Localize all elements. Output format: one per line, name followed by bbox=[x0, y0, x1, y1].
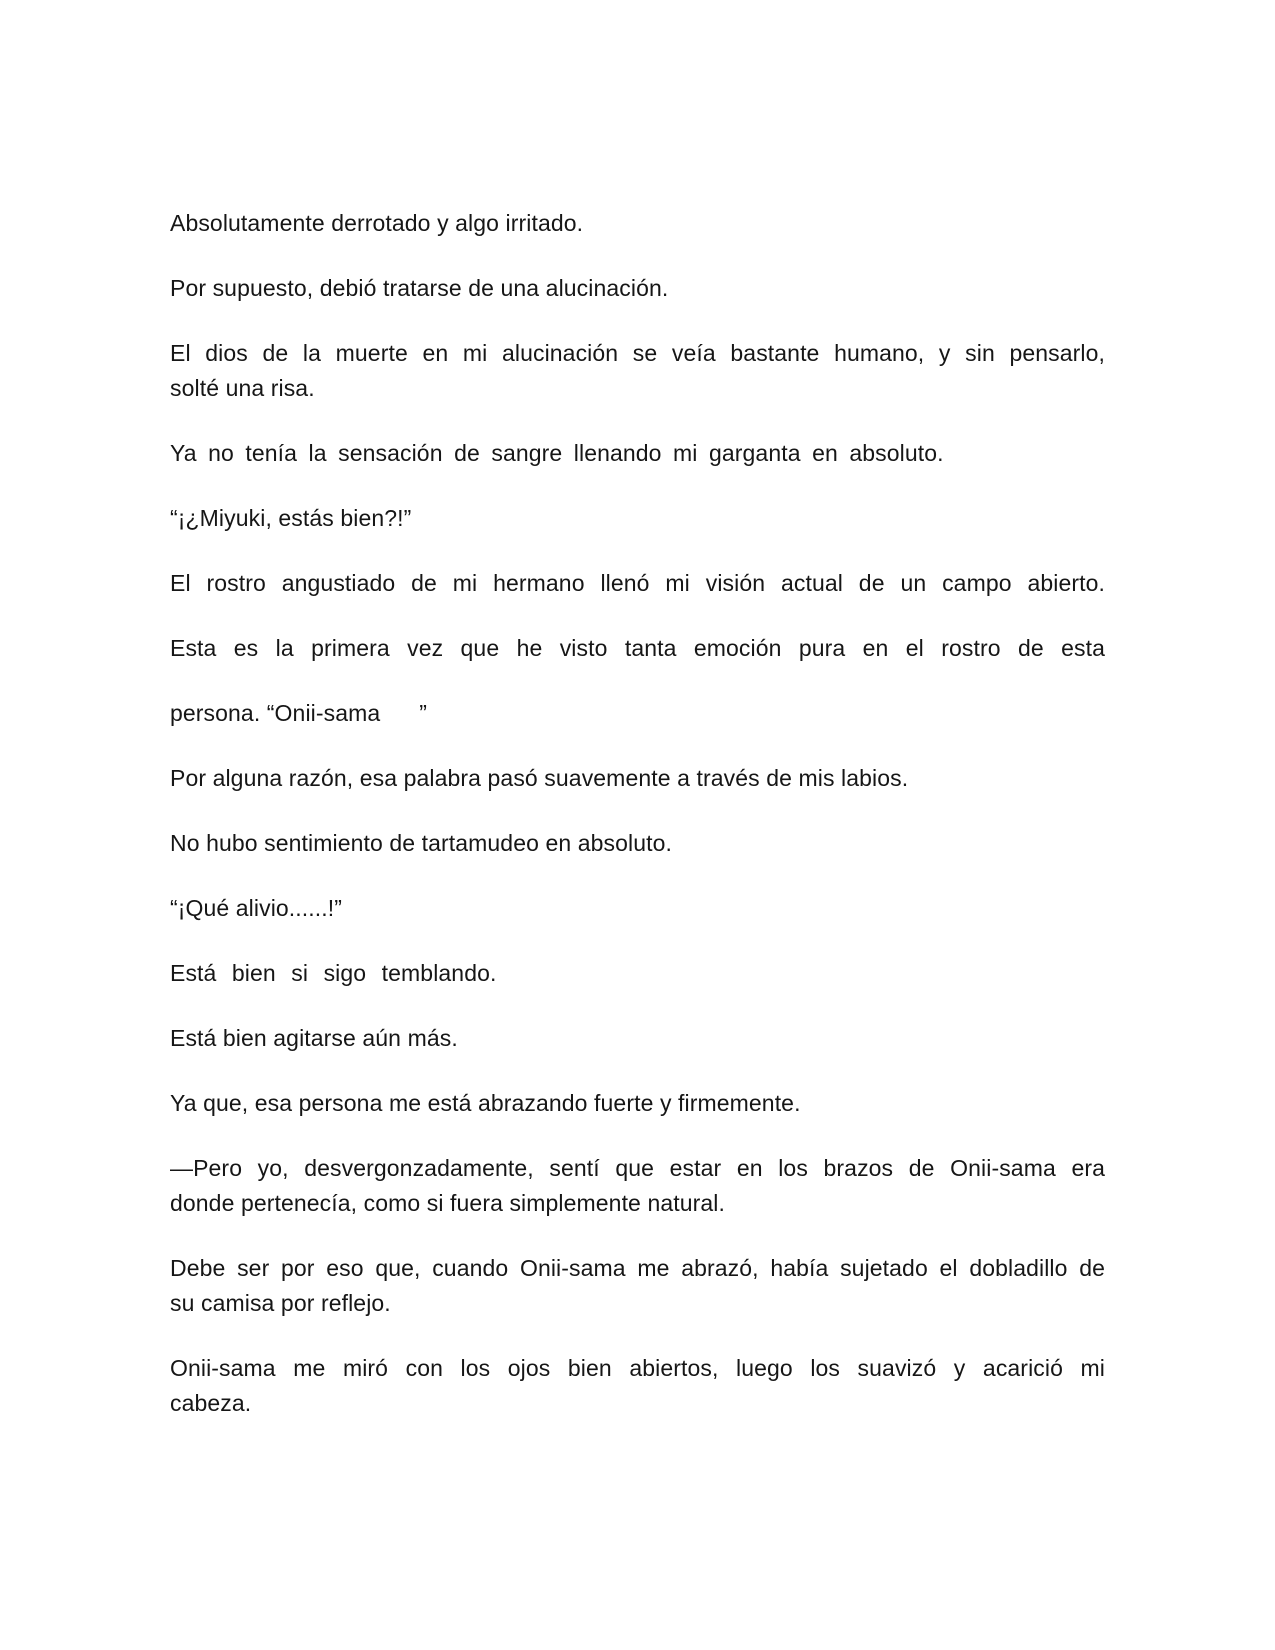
paragraph bbox=[170, 336, 1105, 406]
paragraph bbox=[170, 206, 1105, 241]
text-line: su camisa por reflejo. bbox=[170, 1290, 391, 1316]
text-line: No hubo sentimiento de tartamudeo en absoluto. bbox=[170, 830, 672, 856]
paragraph bbox=[170, 1151, 1105, 1221]
paragraph bbox=[170, 271, 1105, 306]
paragraph bbox=[170, 501, 1105, 536]
text-line: —Pero yo, desvergonzadamente, sentí que estar en los brazos de Onii-sama era bbox=[170, 1155, 1105, 1181]
text-line: donde pertenecía, como si fuera simplemente natural. bbox=[170, 1190, 725, 1216]
paragraph bbox=[170, 436, 1105, 471]
paragraph bbox=[170, 1251, 1105, 1321]
text-line: Onii-sama me miró con los ojos bien abiertos, luego los suavizó y acarició mi bbox=[170, 1355, 1105, 1381]
text-line: “¡Qué alivio......!” bbox=[170, 895, 342, 921]
paragraph bbox=[170, 631, 1105, 666]
paragraph bbox=[170, 761, 1105, 796]
paragraph bbox=[170, 891, 1105, 926]
paragraph bbox=[170, 696, 1105, 731]
text-line: Ya que, esa persona me está abrazando fuerte y firmemente. bbox=[170, 1090, 801, 1116]
paragraph bbox=[170, 566, 1105, 601]
text-line: “¡¿Miyuki, estás bien?!” bbox=[170, 505, 412, 531]
text-line: El rostro angustiado de mi hermano llenó mi visión actual de un campo abierto. bbox=[170, 570, 1105, 596]
text-line: Está bien si sigo temblando. bbox=[170, 960, 497, 986]
text-line: solté una risa. bbox=[170, 375, 315, 401]
text-line: El dios de la muerte en mi alucinación se veía bastante humano, y sin pensarlo, bbox=[170, 340, 1105, 366]
text-line: Está bien agitarse aún más. bbox=[170, 1025, 458, 1051]
text-line: Por alguna razón, esa palabra pasó suavemente a través de mis labios. bbox=[170, 765, 909, 791]
paragraph bbox=[170, 1351, 1105, 1421]
text-line: Por supuesto, debió tratarse de una alucinación. bbox=[170, 275, 669, 301]
text-line: persona. “Onii-sama ” bbox=[170, 700, 427, 726]
text-line: Absolutamente derrotado y algo irritado. bbox=[170, 210, 584, 236]
text-line: Ya no tenía la sensación de sangre llenando mi garganta en absoluto. bbox=[170, 440, 944, 466]
paragraph bbox=[170, 1021, 1105, 1056]
text-line: cabeza. bbox=[170, 1390, 252, 1416]
text-line: Debe ser por eso que, cuando Onii-sama me abrazó, había sujetado el dobladillo de bbox=[170, 1255, 1105, 1281]
paragraph bbox=[170, 1086, 1105, 1121]
paragraph bbox=[170, 826, 1105, 861]
text-line: Esta es la primera vez que he visto tanta emoción pura en el rostro de esta bbox=[170, 635, 1105, 661]
paragraph bbox=[170, 956, 1105, 991]
